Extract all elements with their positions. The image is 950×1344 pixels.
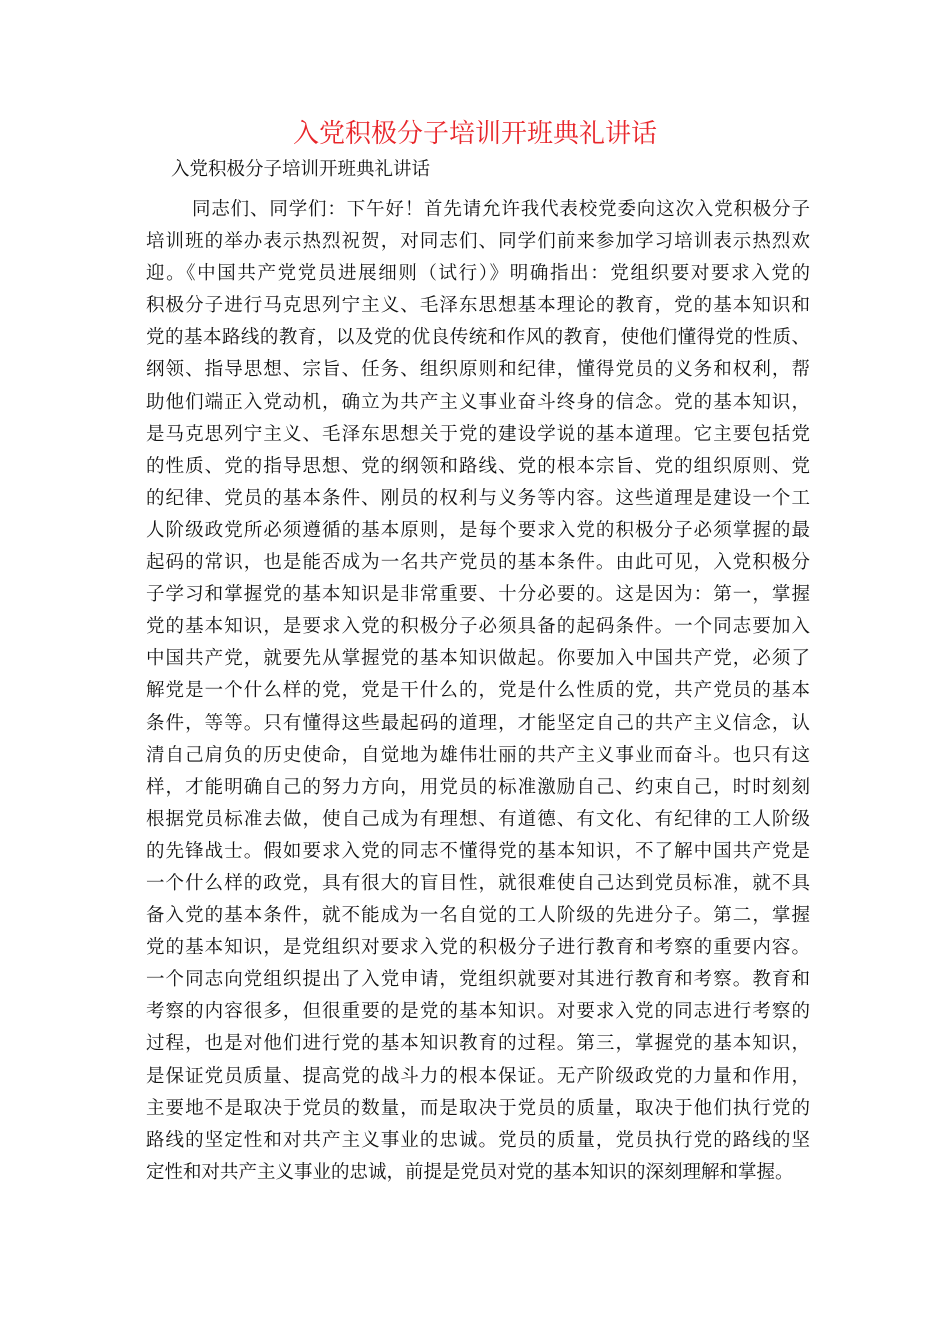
body-line: 积极分子进行马克思列宁主义、毛泽东思想基本理论的教育，党的基本知识和 bbox=[146, 295, 810, 317]
body-line: 清自己肩负的历史使命，自觉地为雄伟壮丽的共产主义事业而奋斗。也只有这 bbox=[146, 744, 810, 766]
body-line: 备入党的基本条件，就不能成为一名自觉的工人阶级的先进分子。第二，掌握 bbox=[146, 905, 810, 927]
body-line: 根据党员标准去做，使自己成为有理想、有道德、有文化、有纪律的工人阶级 bbox=[146, 808, 810, 830]
body-line: 是马克思列宁主义、毛泽东思想关于党的建设学说的基本道理。它主要包括党 bbox=[146, 423, 810, 445]
body-line: 党的基本路线的教育，以及党的优良传统和作风的教育，使他们懂得党的性质、 bbox=[146, 327, 810, 349]
body-line: 培训班的举办表示热烈祝贺，对同志们、同学们前来参加学习培训表示热烈欢 bbox=[146, 231, 810, 253]
body-line: 子学习和掌握党的基本知识是非常重要、十分必要的。这是因为：第一，掌握 bbox=[146, 584, 810, 606]
body-line: 的纪律、党员的基本条件、刚员的权利与义务等内容。这些道理是建设一个工 bbox=[146, 487, 810, 509]
body-line: 解党是一个什么样的党，党是干什么的，党是什么性质的党，共产党员的基本 bbox=[146, 680, 810, 702]
body-line: 助他们端正入党动机，确立为共产主义事业奋斗终身的信念。党的基本知识， bbox=[146, 391, 810, 413]
body-line: 党的基本知识，是要求入党的积极分子必须具备的起码条件。一个同志要加入 bbox=[146, 616, 810, 638]
body-line: 迎。《中国共产党党员进展细则（试行）》明确指出：党组织要对要求入党的 bbox=[146, 263, 810, 285]
document-body bbox=[146, 194, 810, 1189]
document-title: 入党积极分子培训开班典礼讲话 bbox=[292, 119, 657, 149]
body-line: 一个同志向党组织提出了入党申请，党组织就要对其进行教育和考察。教育和 bbox=[146, 969, 810, 991]
body-line: 主要地不是取决于党员的数量，而是取决于党员的质量，取决于他们执行党的 bbox=[146, 1097, 810, 1119]
body-line: 纲领、指导思想、宗旨、任务、组织原则和纪律，懂得党员的义务和权利，帮 bbox=[146, 359, 810, 381]
body-line: 起码的常识，也是能否成为一名共产党员的基本条件。由此可见，入党积极分 bbox=[146, 552, 810, 574]
document-subtitle: 入党积极分子培训开班典礼讲话 bbox=[171, 159, 431, 180]
body-line: 同志们、同学们：下午好！首先请允许我代表校党委向这次入党积极分子 bbox=[192, 199, 810, 220]
body-line: 中国共产党，就要先从掌握党的基本知识做起。你要加入中国共产党，必须了 bbox=[146, 648, 810, 670]
body-line: 样，才能明确自己的努力方向，用党员的标准激励自己、约束自己，时时刻刻 bbox=[146, 776, 810, 798]
body-line: 人阶级政党所必须遵循的基本原则，是每个要求入党的积极分子必须掌握的最 bbox=[146, 519, 810, 541]
body-line: 党的基本知识，是党组织对要求入党的积极分子进行教育和考察的重要内容。 bbox=[146, 937, 810, 959]
body-line: 的性质、党的指导思想、党的纲领和路线、党的根本宗旨、党的组织原则、党 bbox=[146, 455, 810, 477]
body-line: 一个什么样的政党，具有很大的盲目性，就很难使自己达到党员标准，就不具 bbox=[146, 872, 810, 894]
body-line: 考察的内容很多，但很重要的是党的基本知识。对要求入党的同志进行考察的 bbox=[146, 1001, 810, 1023]
body-line: 的先锋战士。假如要求入党的同志不懂得党的基本知识，不了解中国共产党是 bbox=[146, 840, 810, 862]
body-line: 路线的坚定性和对共产主义事业的忠诚。党员的质量，党员执行党的路线的坚 bbox=[146, 1129, 810, 1151]
body-line: 是保证党员质量、提高党的战斗力的根本保证。无产阶级政党的力量和作用， bbox=[146, 1065, 810, 1087]
body-line: 定性和对共产主义事业的忠诚，前提是党员对党的基本知识的深刻理解和掌握。 bbox=[146, 1161, 794, 1183]
body-line: 条件，等等。只有懂得这些最起码的道理，才能坚定自己的共产主义信念，认 bbox=[146, 712, 810, 734]
body-line: 过程，也是对他们进行党的基本知识教育的过程。第三，掌握党的基本知识， bbox=[146, 1033, 810, 1055]
